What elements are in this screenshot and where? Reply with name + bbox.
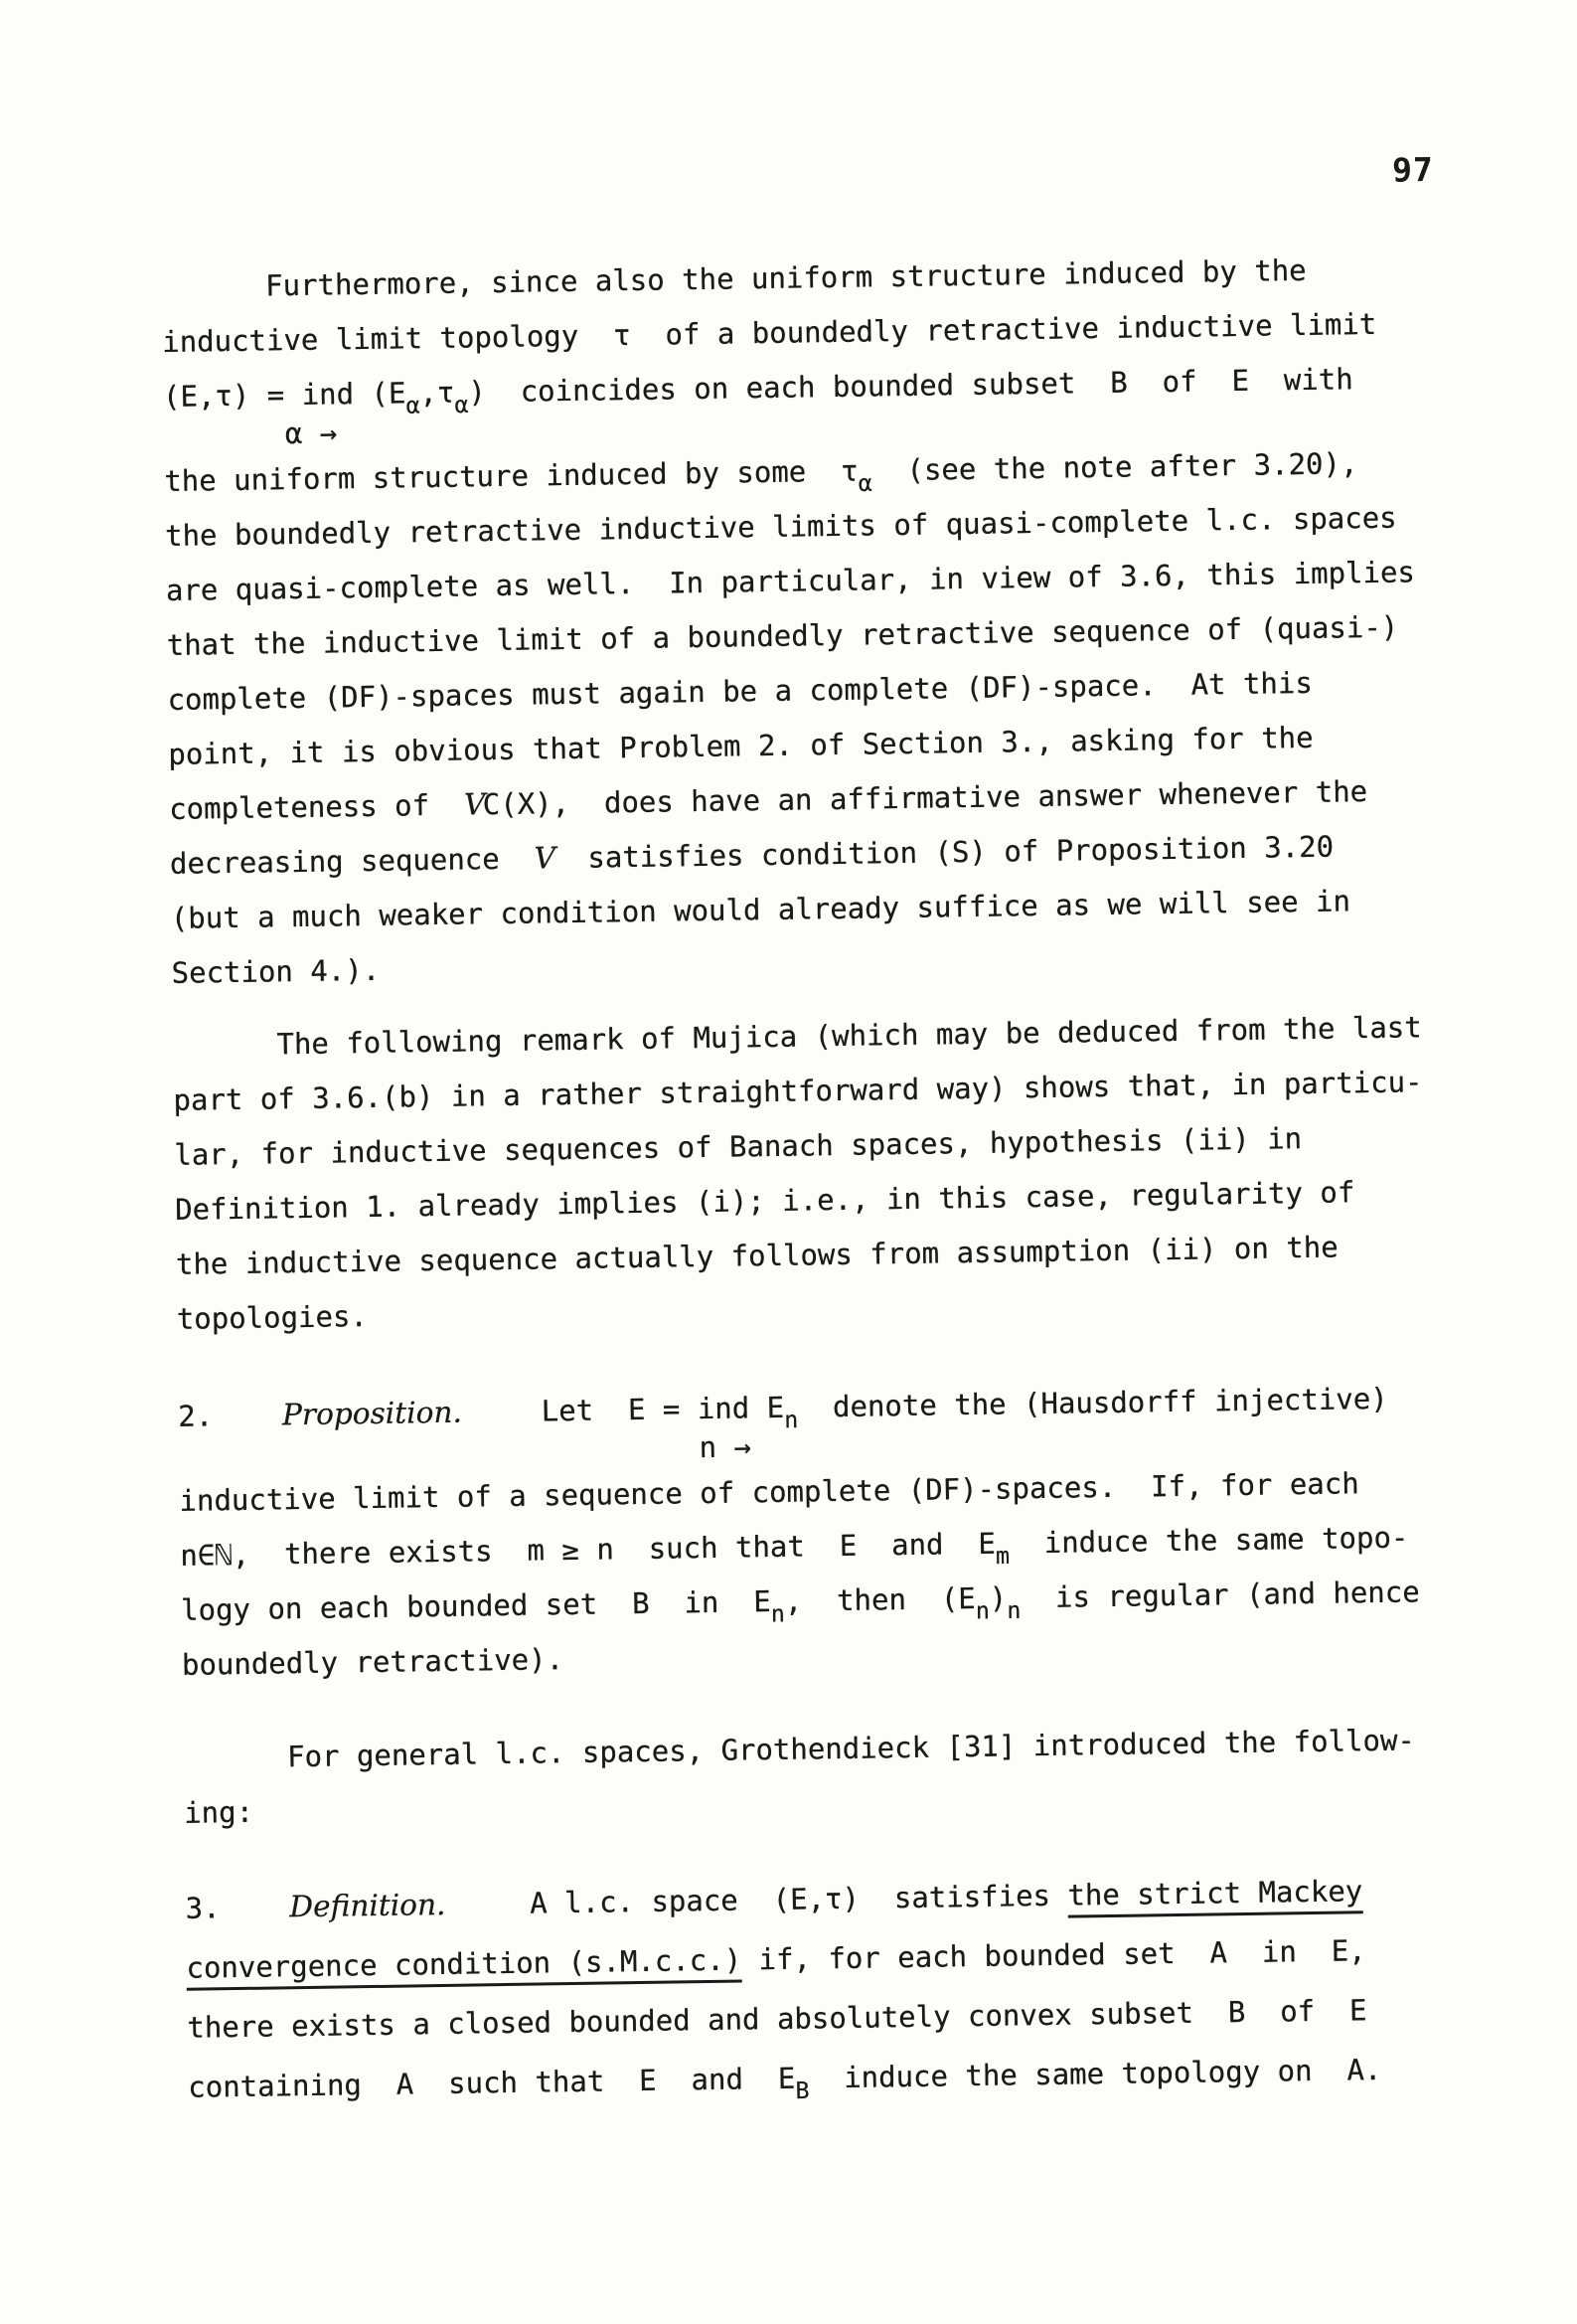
- subscript: α: [858, 469, 872, 498]
- subscript: n: [770, 1600, 786, 1628]
- subscript: α: [454, 391, 469, 419]
- text-run: 3.: [185, 1890, 290, 1925]
- text-run: , then (E: [784, 1580, 976, 1618]
- text-run: A l.c. space (E,τ) satisfies: [495, 1878, 1068, 1921]
- subscript: α: [405, 392, 420, 419]
- subscript: B: [795, 2076, 810, 2105]
- page-content: [161, 149, 1481, 2117]
- para-proposition-2: [178, 1371, 1474, 1693]
- text-run: (E,τ) = ind (E: [162, 376, 406, 414]
- text-run: ): [989, 1580, 1008, 1615]
- text-run: C(X), does have an affirmative answer whenever the: [482, 774, 1368, 822]
- emphasized-text: Proposition.: [281, 1395, 463, 1432]
- text-run: inductive limit topology τ of a boundedly retractive inductive limit: [161, 306, 1377, 359]
- subscript: n: [784, 1407, 799, 1434]
- para-grothendieck: [183, 1713, 1476, 1841]
- text-run: ) coincides on each bounded subset B of E with: [468, 362, 1353, 410]
- text-run: are quasi-complete as well. In particular, in view of 3.6, this implies: [165, 555, 1416, 607]
- subscript: n: [975, 1597, 991, 1625]
- text-run: (see the note after 3.20),: [871, 446, 1358, 488]
- text-run: inductive limit of a sequence of complete (DF)-spaces. If, for each: [179, 1466, 1359, 1518]
- para-furthermore: [161, 242, 1464, 1001]
- text-run: induce the same topo-: [1009, 1520, 1409, 1561]
- text-run: ,τ: [419, 375, 455, 411]
- text-run: (but a much weaker condition would already suffice as we will see in: [170, 884, 1351, 935]
- subscript: n: [1007, 1596, 1022, 1624]
- text-run: the boundedly retractive inductive limits of quasi-complete l.c. spaces: [164, 500, 1397, 553]
- text-run: Section 4.).: [171, 952, 381, 990]
- text-run: topologies.: [176, 1299, 369, 1336]
- text-run: point, it is obvious that Problem 2. of Section 3., asking for the: [168, 720, 1314, 771]
- para-mujica-remark: [172, 1000, 1469, 1347]
- subscript: m: [995, 1542, 1011, 1571]
- text-run: the uniform structure induced by some τ: [164, 453, 859, 498]
- body-text: [161, 242, 1481, 2117]
- underlined-text: the strict Mackey: [1067, 1874, 1362, 1917]
- emphasized-text: V: [463, 787, 486, 822]
- text-run: lar, for inductive sequences of Banach spaces, hypothesis (ii) in: [174, 1121, 1303, 1172]
- text-run: is regular (and hence: [1020, 1575, 1420, 1615]
- text-run: The following remark of Mujica (which may be deduced from the last: [172, 1010, 1422, 1063]
- text-run: n →: [699, 1429, 752, 1465]
- text-run: ing:: [183, 1794, 254, 1830]
- page-number: 97: [1391, 149, 1435, 190]
- text-run: 2.: [178, 1398, 283, 1433]
- text-run: Furthermore, since also the uniform structure induced by the: [161, 252, 1307, 304]
- para-definition-3: [185, 1860, 1480, 2117]
- text-run: part of 3.6.(b) in a rather straightforward way) shows that, in particu-: [173, 1065, 1423, 1117]
- text-run: that the inductive limit of a boundedly retractive sequence of (quasi-): [166, 609, 1399, 662]
- text-run: complete (DF)-spaces must again be a complete (DF)-space. At this: [167, 665, 1314, 717]
- text-run: Let E = ind E: [506, 1390, 785, 1428]
- text-run: there exists a closed bounded and absolutely convex subset B of E: [187, 1993, 1367, 2045]
- text-run: decreasing sequence: [169, 841, 535, 881]
- text-run: Definition 1. already implies (i); i.e., in this case, regularity of: [174, 1175, 1355, 1227]
- underlined-text: convergence condition (s.M.c.c.): [186, 1943, 741, 1991]
- text-run: satisfies condition (S) of Proposition 3.20: [552, 829, 1335, 876]
- text-run: containing A such that E and E: [188, 2061, 796, 2104]
- text-run: For general l.c. spaces, Grothendieck [31] introduced the follow-: [183, 1723, 1416, 1775]
- text-run: induce the same topology on A.: [809, 2052, 1382, 2095]
- text-run: logy on each bounded set B in E: [180, 1584, 771, 1627]
- text-run: n∈ℕ, there exists m ≥ n such that E and E: [180, 1526, 997, 1573]
- emphasized-text: V: [534, 841, 556, 876]
- emphasized-text: Definition.: [289, 1887, 446, 1924]
- text-run: if, for each bounded set A in E,: [740, 1933, 1366, 1977]
- text-run: denote the (Hausdorff injective): [797, 1381, 1388, 1424]
- text-run: the inductive sequence actually follows from assumption (ii) on the: [175, 1230, 1339, 1281]
- text-run: completeness of: [168, 787, 465, 826]
- text-run: α →: [284, 415, 338, 451]
- text-run: boundedly retractive).: [181, 1642, 564, 1682]
